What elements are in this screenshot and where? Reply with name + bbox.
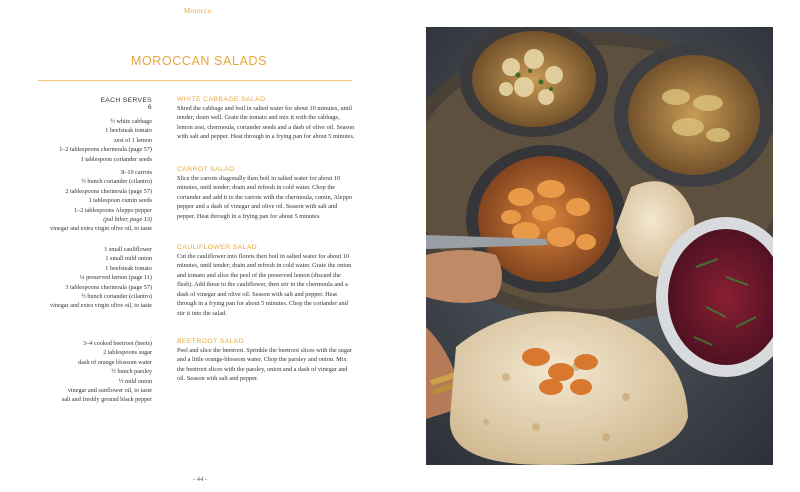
recipe-beetroot [177, 338, 355, 384]
recipe-heading: WHITE CABBAGE SALAD [177, 96, 266, 103]
ingredient: ½ white cabbage [110, 118, 152, 125]
ingredient: dash of orange blossom water [78, 358, 152, 366]
ingredients-list-cauliflower [50, 245, 152, 311]
page-title: MOROCCAN SALADS [130, 54, 268, 68]
ingredient: (pul biber, page 13) [103, 216, 152, 224]
ingredient: 2 tablespoons chermoula (page 57) [65, 187, 152, 195]
ingredient: 1–2 tablespoons chermoula (page 57) [59, 146, 152, 154]
section-label: Morocco [184, 7, 212, 15]
ingredient: ¼ preserved lemon (page 11) [79, 274, 152, 282]
recipe-method: Shred the cabbage and boil in salted water for about 10 minutes, until tender; drain well. Grate the tomato and mix it with the cabbage, lemon zest, chermoula, coriander seeds and a dash of olive oil. Season with salt and pepper. Heat through in a frying pan for about 5 minutes. [177, 105, 355, 141]
recipe-method: Peel and slice the beetroot. Sprinkle the beetroot slices with the sugar and a little orange-blossom water. Chop the parsley and onion. Mix the beetroot slices with the parsley, onion and a dash of vinegar and oil. Season with salt and pepper. [177, 347, 352, 383]
ingredient: vinegar and extra virgin olive oil, to taste [50, 225, 152, 233]
ingredient: vinegar and sunflower oil, to taste [67, 387, 152, 395]
ingredient: ½ bunch coriander (cilantro) [81, 178, 152, 186]
ingredient: zest of 1 lemon [114, 136, 152, 144]
serves-label: EACH SERVES 6 [100, 97, 152, 111]
ingredient: ½ mild onion [118, 377, 152, 385]
ingredients-list-carrot [50, 168, 152, 234]
ingredient: 1 beefsteak tomato [105, 264, 152, 272]
ingredient: 1 beefsteak tomato [105, 127, 152, 135]
recipe-heading: CAULIFLOWER SALAD [177, 244, 258, 251]
ingredient: 1 small mild onion [105, 255, 152, 263]
ingredients-list-cabbage [59, 117, 152, 164]
ingredient: 1 small cauliflower [104, 246, 152, 253]
ingredient: 1 tablespoon cumin seeds [88, 197, 152, 205]
recipe-heading: BEETROOT SALAD [177, 338, 245, 345]
recipe-heading: CARROT SALAD [177, 166, 235, 173]
ingredient: ½ bunch coriander (cilantro) [81, 293, 152, 301]
food-photo [426, 27, 773, 465]
title-divider [38, 80, 352, 81]
page-number: - 44 - [192, 476, 208, 483]
recipe-cauliflower [177, 244, 355, 318]
ingredient: salt and freshly ground black pepper [61, 396, 152, 404]
ingredient: 1 tablespoon coriander seeds [80, 155, 152, 163]
ingredient: vinegar and extra virgin olive oil, to taste [50, 302, 152, 310]
ingredient: 8–10 carrots [121, 169, 152, 176]
recipe-white-cabbage [177, 96, 355, 142]
ingredients-list-beetroot [62, 339, 152, 405]
ingredient: ½ bunch parsley [111, 368, 152, 376]
recipe-carrot [177, 166, 355, 221]
ingredient: 1–2 tablespoons Aleppo pepper [74, 206, 152, 214]
ingredient: 3 tablespoons chermoula (page 57) [65, 283, 152, 291]
ingredient: 2 tablespoons sugar [103, 349, 152, 357]
ingredient: 3–4 cooked beetroot (beets) [83, 340, 152, 347]
recipe-method: Slice the carrots diagonally then boil in salted water for about 10 minutes, until tender; drain and refresh in cold water. Chop the coriander and add it to the carrots with the chermoula, cumin, Aleppo pepper and a dash of vinegar and olive oil. Season with salt and pepper. Heat through in a frying pan for about 5 minutes. [177, 175, 353, 220]
recipe-method: Cut the cauliflower into florets then boil in salted water for about 10 minutes, until tender; drain and refresh in cold water. Grate the onion and tomato and slice the peel of the preserved lemon (discard the flesh). Add these to the cauliflower, then stir in the chermoula and a dash of vinegar and olive oil. Season with salt and pepper. Heat through in a frying pan for about 5 minutes. Chop the coriander and stir it into the salad. [177, 253, 352, 317]
